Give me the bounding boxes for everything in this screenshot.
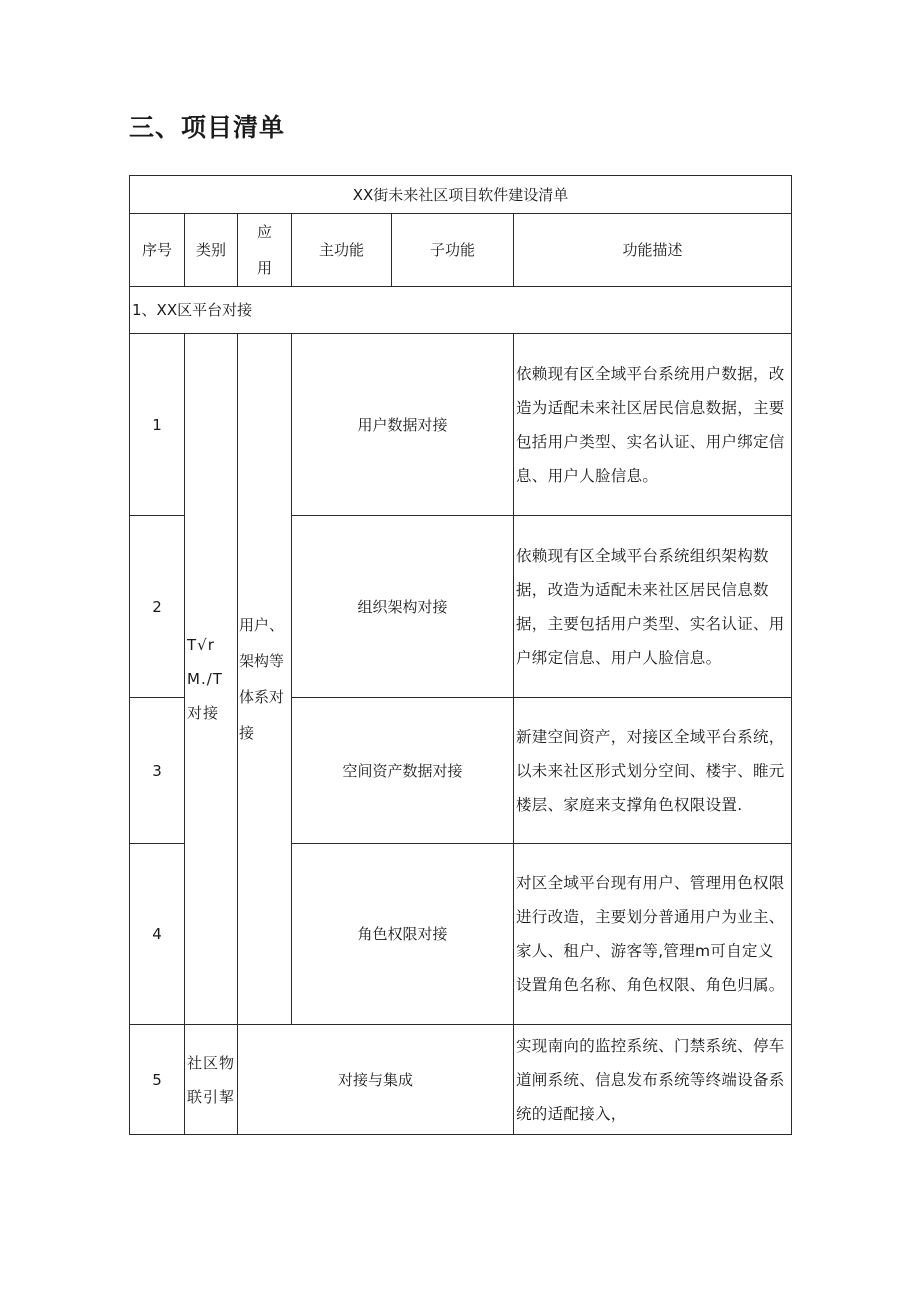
- header-seq: 序号: [130, 214, 185, 287]
- row-seq: 4: [130, 844, 185, 1025]
- group-app: 用户、架构等体系对接: [238, 334, 292, 1025]
- software-build-list-table: [129, 175, 792, 1135]
- table-header-row: [130, 214, 792, 287]
- section-row: [130, 287, 792, 334]
- table-row: [130, 334, 792, 516]
- page-heading: 三、项目清单: [129, 113, 286, 142]
- row-function: 对接与集成: [238, 1025, 514, 1135]
- row-function: 角色权限对接: [292, 844, 514, 1025]
- header-main-function: 主功能: [292, 214, 392, 287]
- header-category: 类别: [185, 214, 238, 287]
- section-title: 1、XX区平台对接: [130, 287, 792, 334]
- row-function: 组织架构对接: [292, 516, 514, 698]
- row-description: 新建空间资产，对接区全域平台系统，以未来社区形式划分空间、楼宇、睢元楼层、家庭来支撑角色权限设置.: [514, 698, 792, 844]
- row-category: 社区物联引挈: [185, 1025, 238, 1135]
- table-title: XX街未来社区项目软件建设清单: [130, 176, 792, 214]
- row-seq: 2: [130, 516, 185, 698]
- row-description: 依赖现有区全域平台系统组织架构数据，改造为适配未来社区居民信息数据，主要包括用户类型、实名认证、用户绑定信息、用户人脸信息。: [514, 516, 792, 698]
- row-description: 对区全域平台现有用户、管理用色权限进行改造，主要划分普通用户为业主、家人、租户、游客等,管理m可自定义设置角色名称、角色权限、角色归属。: [514, 844, 792, 1025]
- row-description: 依赖现有区全域平台系统用户数据，改造为适配未来社区居民信息数据，主要包括用户类型、实名认证、用户绑定信息、用户人脸信息。: [514, 334, 792, 516]
- row-function: 用户数据对接: [292, 334, 514, 516]
- table-row: [130, 1025, 792, 1135]
- row-seq: 1: [130, 334, 185, 516]
- row-function: 空间资产数据对接: [292, 698, 514, 844]
- header-sub-function: 子功能: [392, 214, 514, 287]
- row-seq: 5: [130, 1025, 185, 1135]
- row-description: 实现南向的监控系统、门禁系统、停车道闸系统、信息发布系统等终端设备系统的适配接入，: [514, 1025, 792, 1135]
- header-description: 功能描述: [514, 214, 792, 287]
- header-app: 应用: [238, 214, 292, 287]
- group-category: T√r M./T 对接: [185, 334, 238, 1025]
- table-title-row: [130, 176, 792, 214]
- row-seq: 3: [130, 698, 185, 844]
